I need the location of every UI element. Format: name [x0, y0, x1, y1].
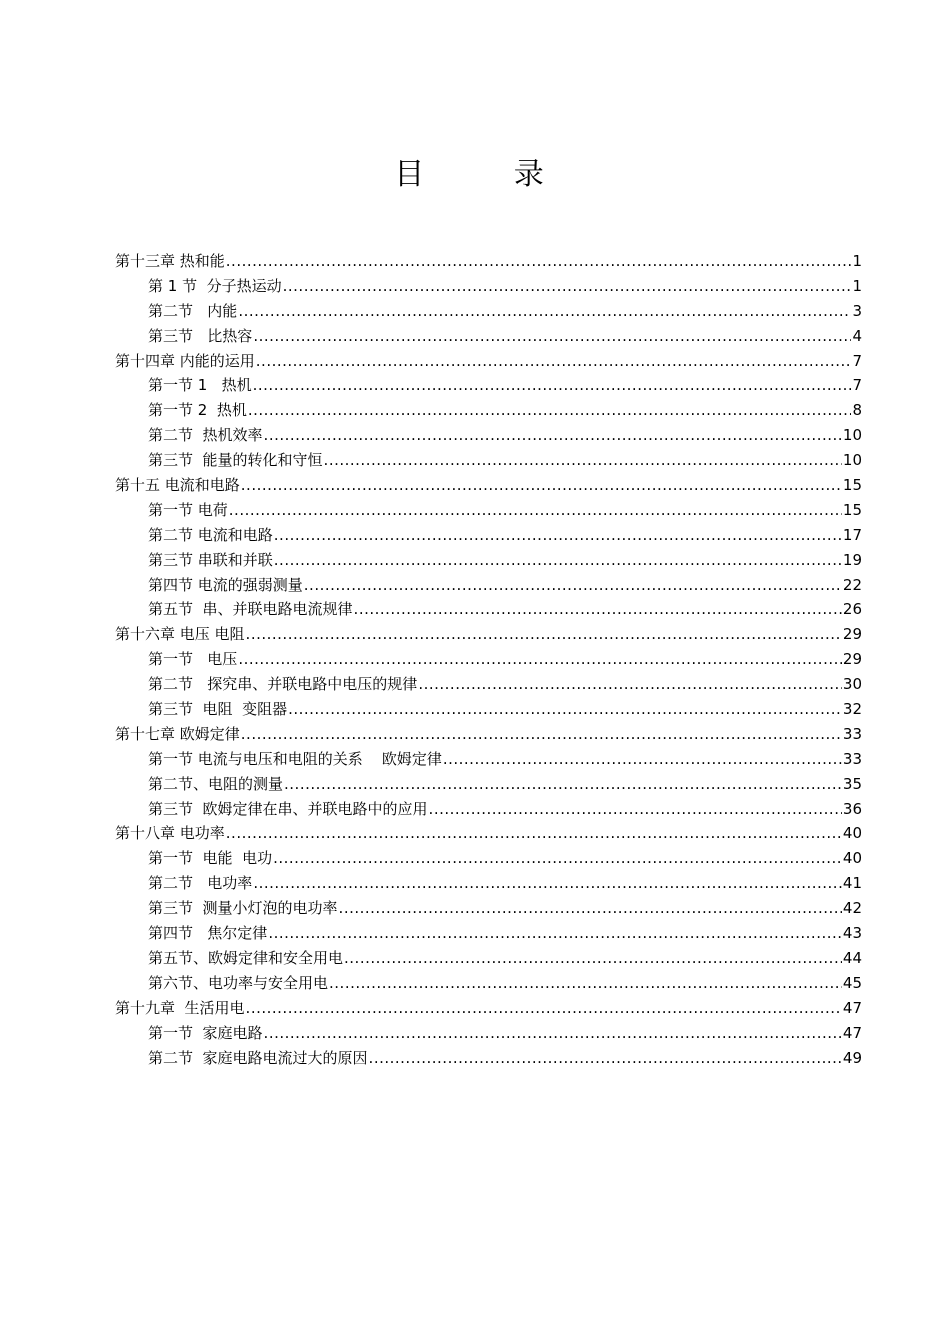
toc-section-entry[interactable] [115, 946, 862, 971]
toc-entry-label: 第二节 热机效率 [148, 426, 263, 445]
toc-section-entry[interactable] [115, 871, 862, 896]
toc-page-number: 10 [842, 451, 862, 470]
toc-dot-leader [253, 324, 851, 349]
toc-page-number: 15 [842, 476, 862, 495]
toc-entry-label: 第三节 电阻 变阻器 [148, 700, 288, 719]
toc-page-number: 41 [842, 874, 862, 893]
toc-dot-leader [264, 423, 842, 448]
toc-section-entry[interactable] [115, 299, 862, 324]
toc-dot-leader [429, 797, 842, 822]
toc-chapter-entry[interactable] [115, 473, 862, 498]
toc-dot-leader [238, 647, 842, 672]
toc-entry-label: 第四节 焦尔定律 [148, 924, 268, 943]
toc-page-number: 42 [842, 899, 862, 918]
toc-section-entry[interactable] [115, 373, 862, 398]
toc-dot-leader [256, 349, 852, 374]
toc-entry-label: 第二节 探究串、并联电路中电压的规律 [148, 675, 418, 694]
toc-entry-label: 第二节 电功率 [148, 874, 253, 893]
toc-dot-leader [274, 523, 842, 548]
toc-page-number: 7 [852, 376, 862, 395]
toc-entry-label: 第三节 串联和并联 [148, 550, 273, 569]
toc-chapter-entry[interactable] [115, 996, 862, 1021]
toc-page-number: 36 [842, 799, 862, 818]
toc-entry-label: 第三节 欧姆定律在串、并联电路中的应用 [148, 799, 428, 818]
toc-section-entry[interactable] [115, 573, 862, 598]
toc-entry-label: 第二节 内能 [148, 301, 238, 320]
toc-page-number: 3 [852, 301, 862, 320]
toc-section-entry[interactable] [115, 921, 862, 946]
toc-dot-leader [264, 1021, 842, 1046]
toc-dot-leader [229, 498, 842, 523]
toc-entry-label: 第三节 比热容 [148, 326, 253, 345]
toc-page-number: 49 [842, 1048, 862, 1067]
toc-entry-label: 第十八章 电功率 [115, 824, 225, 843]
toc-entry-label: 第一节 1 热机 [148, 376, 252, 395]
toc-section-entry[interactable] [115, 672, 862, 697]
toc-page-number: 47 [842, 1023, 862, 1042]
toc-entry-label: 第二节、电阻的测量 [148, 774, 284, 793]
toc-dot-leader [226, 821, 842, 846]
toc-page-number: 10 [842, 426, 862, 445]
toc-page-number: 19 [842, 550, 862, 569]
toc-page-number: 29 [842, 625, 862, 644]
toc-dot-leader [274, 548, 842, 573]
toc-entry-label: 第五节、欧姆定律和安全用电 [148, 948, 344, 967]
toc-dot-leader [369, 1046, 842, 1071]
toc-dot-leader [288, 697, 842, 722]
toc-page-number: 33 [842, 749, 862, 768]
table-of-contents [115, 249, 862, 1070]
toc-section-entry[interactable] [115, 597, 862, 622]
toc-chapter-entry[interactable] [115, 249, 862, 274]
toc-entry-label: 第一节 电荷 [148, 500, 228, 519]
toc-entry-label: 第一节 2 热机 [148, 401, 247, 420]
toc-page-number: 1 [852, 252, 862, 270]
toc-page-number: 4 [852, 326, 862, 345]
toc-dot-leader [329, 971, 842, 996]
toc-entry-label: 第四节 电流的强弱测量 [148, 575, 303, 594]
toc-page-number: 40 [842, 824, 862, 843]
toc-page-number: 22 [842, 575, 862, 594]
toc-page-number: 29 [842, 650, 862, 669]
toc-entry-label: 第十五 电流和电路 [115, 476, 240, 495]
toc-dot-leader [418, 672, 842, 697]
toc-dot-leader [344, 946, 842, 971]
toc-dot-leader [241, 722, 842, 747]
toc-entry-label: 第一节 电流与电压和电阻的关系 欧姆定律 [148, 749, 442, 768]
toc-page-number: 45 [842, 973, 862, 992]
toc-page-number: 43 [842, 924, 862, 943]
toc-section-entry[interactable] [115, 772, 862, 797]
toc-section-entry[interactable] [115, 846, 862, 871]
toc-dot-leader [226, 249, 852, 274]
toc-dot-leader [241, 473, 842, 498]
toc-dot-leader [253, 373, 852, 398]
toc-entry-label: 第十六章 电压 电阻 [115, 625, 245, 644]
toc-chapter-entry[interactable] [115, 349, 862, 374]
toc-section-entry[interactable] [115, 398, 862, 423]
toc-page-number: 47 [842, 998, 862, 1017]
toc-dot-leader [443, 747, 842, 772]
toc-dot-leader [246, 996, 842, 1021]
toc-section-entry[interactable] [115, 523, 862, 548]
toc-dot-leader [304, 573, 842, 598]
toc-entry-label: 第一节 电压 [148, 650, 238, 669]
toc-chapter-entry[interactable] [115, 622, 862, 647]
toc-entry-label: 第 1 节 分子热运动 [148, 276, 282, 295]
toc-entry-label: 第二节 家庭电路电流过大的原因 [148, 1048, 368, 1067]
toc-page-number: 17 [842, 525, 862, 544]
toc-entry-label: 第一节 电能 电功 [148, 849, 273, 868]
toc-chapter-entry[interactable] [115, 821, 862, 846]
toc-section-entry[interactable] [115, 1046, 862, 1071]
toc-page-number: 35 [842, 774, 862, 793]
toc-entry-label: 第五节 串、并联电路电流规律 [148, 600, 353, 619]
toc-entry-label: 第三节 能量的转化和守恒 [148, 451, 323, 470]
toc-page-number: 8 [852, 401, 862, 420]
toc-entry-label: 第一节 家庭电路 [148, 1023, 263, 1042]
toc-dot-leader [284, 772, 842, 797]
toc-dot-leader [253, 871, 842, 896]
toc-page-number: 7 [852, 351, 862, 370]
toc-section-entry[interactable] [115, 697, 862, 722]
toc-entry-label: 第十九章 生活用电 [115, 998, 245, 1017]
toc-entry-label: 第六节、电功率与安全用电 [148, 973, 329, 992]
toc-page-number: 1 [852, 276, 862, 295]
toc-dot-leader [248, 398, 852, 423]
toc-entry-label: 第三节 测量小灯泡的电功率 [148, 899, 338, 918]
toc-section-entry[interactable] [115, 896, 862, 921]
toc-page-number: 26 [842, 600, 862, 619]
toc-entry-label: 第十七章 欧姆定律 [115, 724, 240, 743]
toc-entry-label: 第二节 电流和电路 [148, 525, 273, 544]
toc-section-entry[interactable] [115, 274, 862, 299]
toc-dot-leader [283, 274, 852, 299]
toc-section-entry[interactable] [115, 647, 862, 672]
toc-entry-label: 第十四章 内能的运用 [115, 351, 255, 370]
toc-section-entry[interactable] [115, 971, 862, 996]
toc-section-entry[interactable] [115, 324, 862, 349]
toc-section-entry[interactable] [115, 448, 862, 473]
toc-dot-leader [354, 597, 842, 622]
toc-dot-leader [246, 622, 842, 647]
toc-section-entry[interactable] [115, 423, 862, 448]
toc-page-number: 32 [842, 700, 862, 719]
toc-page-number: 33 [842, 724, 862, 743]
toc-page-number: 40 [842, 849, 862, 868]
toc-dot-leader [324, 448, 842, 473]
toc-dot-leader [273, 846, 842, 871]
toc-dot-leader [339, 896, 842, 921]
toc-section-entry[interactable] [115, 797, 862, 822]
toc-page-number: 15 [842, 500, 862, 519]
toc-page-number: 30 [842, 675, 862, 694]
toc-section-entry[interactable] [115, 498, 862, 523]
toc-dot-leader [268, 921, 842, 946]
toc-section-entry[interactable] [115, 548, 862, 573]
toc-chapter-entry[interactable] [115, 722, 862, 747]
toc-section-entry[interactable] [115, 747, 862, 772]
toc-page-number: 44 [842, 948, 862, 967]
toc-title: 目 录 [394, 157, 584, 192]
toc-section-entry[interactable] [115, 1021, 862, 1046]
toc-entry-label: 第十三章 热和能 [115, 252, 225, 270]
toc-dot-leader [238, 299, 851, 324]
